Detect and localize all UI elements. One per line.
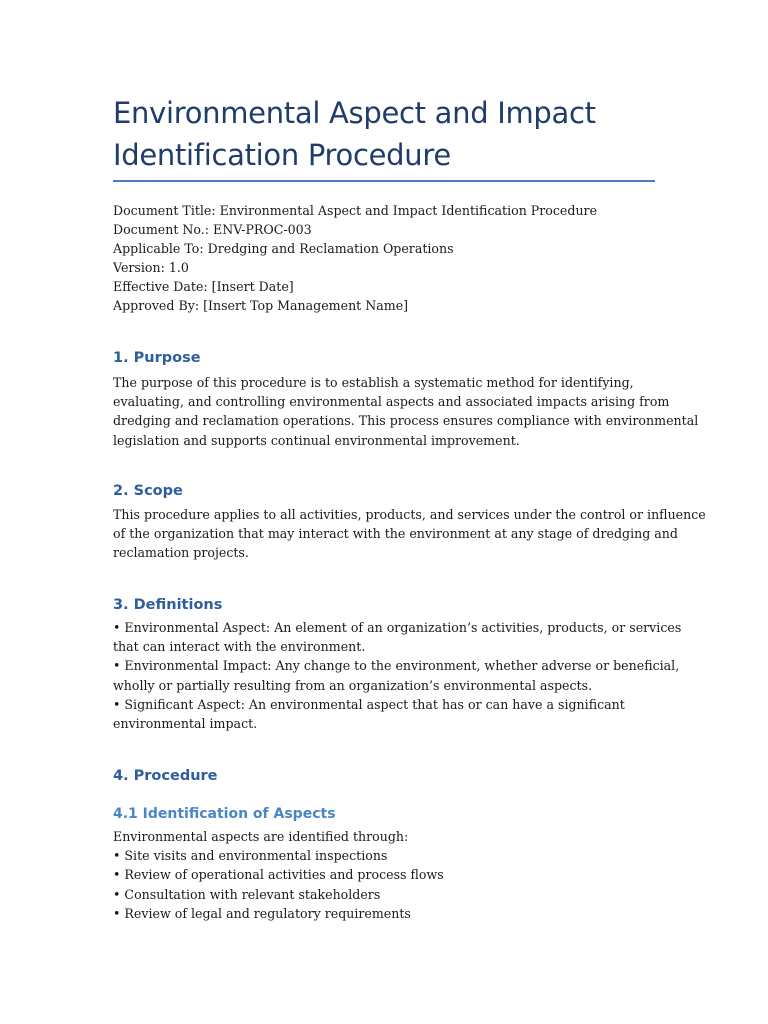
purpose-heading: 1. Purpose	[113, 350, 201, 366]
procedure-heading: 4. Procedure	[113, 768, 218, 784]
definition-line: environmental impact.	[113, 716, 258, 732]
purpose-line: evaluating, and controlling environmental aspects and associated impacts arising from	[113, 394, 670, 410]
title-line-1: Environmental Aspect and Impact	[113, 96, 596, 130]
meta-document-title: Document Title: Environmental Aspect and Impact Identification Procedure	[113, 203, 598, 218]
identification-line: • Review of operational activities and process flows	[113, 867, 444, 883]
definitions-heading: 3. Definitions	[113, 597, 223, 613]
scope-line: of the organization that may interact with the environment at any stage of dredging and	[113, 526, 678, 542]
definition-line: • Environmental Impact: Any change to the environment, whether adverse or beneficial,	[113, 658, 680, 674]
scope-heading: 2. Scope	[113, 483, 183, 499]
identification-line: • Review of legal and regulatory requirements	[113, 905, 411, 921]
section-procedure	[113, 766, 661, 923]
meta-approved-by: Approved By: [Insert Top Management Name]	[113, 298, 409, 313]
section-purpose	[113, 348, 699, 450]
section-definitions	[113, 595, 682, 733]
identification-line: Environmental aspects are identified through:	[113, 829, 409, 844]
identification-line: • Site visits and environmental inspections	[113, 848, 388, 864]
document-metadata	[113, 201, 673, 315]
scope-line: reclamation projects.	[113, 545, 249, 561]
purpose-line: dredging and reclamation operations. This process ensures compliance with environmental	[113, 413, 699, 429]
meta-document-number: Document No.: ENV-PROC-003	[113, 222, 312, 237]
definition-line: wholly or partially resulting from an organization’s environmental aspects.	[113, 677, 593, 693]
meta-effective-date: Effective Date: [Insert Date]	[113, 279, 294, 294]
definition-line: • Environmental Aspect: An element of an organization’s activities, products, or services	[113, 620, 682, 635]
purpose-line: legislation and supports continual environmental improvement.	[113, 432, 520, 448]
identification-list	[113, 827, 661, 923]
scope-line: This procedure applies to all activities, products, and services under the control or influence	[113, 507, 706, 522]
document-title	[113, 92, 673, 176]
meta-applicable-to: Applicable To: Dredging and Reclamation Operations	[113, 241, 454, 256]
purpose-line: The purpose of this procedure is to establish a systematic method for identifying,	[113, 375, 634, 390]
scope-paragraph	[113, 505, 706, 563]
meta-version: Version: 1.0	[113, 260, 189, 275]
identification-of-aspects-heading: 4.1 Identification of Aspects	[113, 806, 336, 822]
identification-line: • Consultation with relevant stakeholders	[113, 886, 381, 902]
definition-line: that can interact with the environment.	[113, 639, 366, 655]
purpose-paragraph	[113, 373, 699, 450]
definition-line: • Significant Aspect: An environmental aspect that has or can have a significant	[113, 696, 625, 712]
definitions-list	[113, 618, 682, 733]
title-line-2: Identification Procedure	[113, 138, 451, 172]
section-scope	[113, 481, 706, 563]
title-divider	[113, 180, 655, 182]
